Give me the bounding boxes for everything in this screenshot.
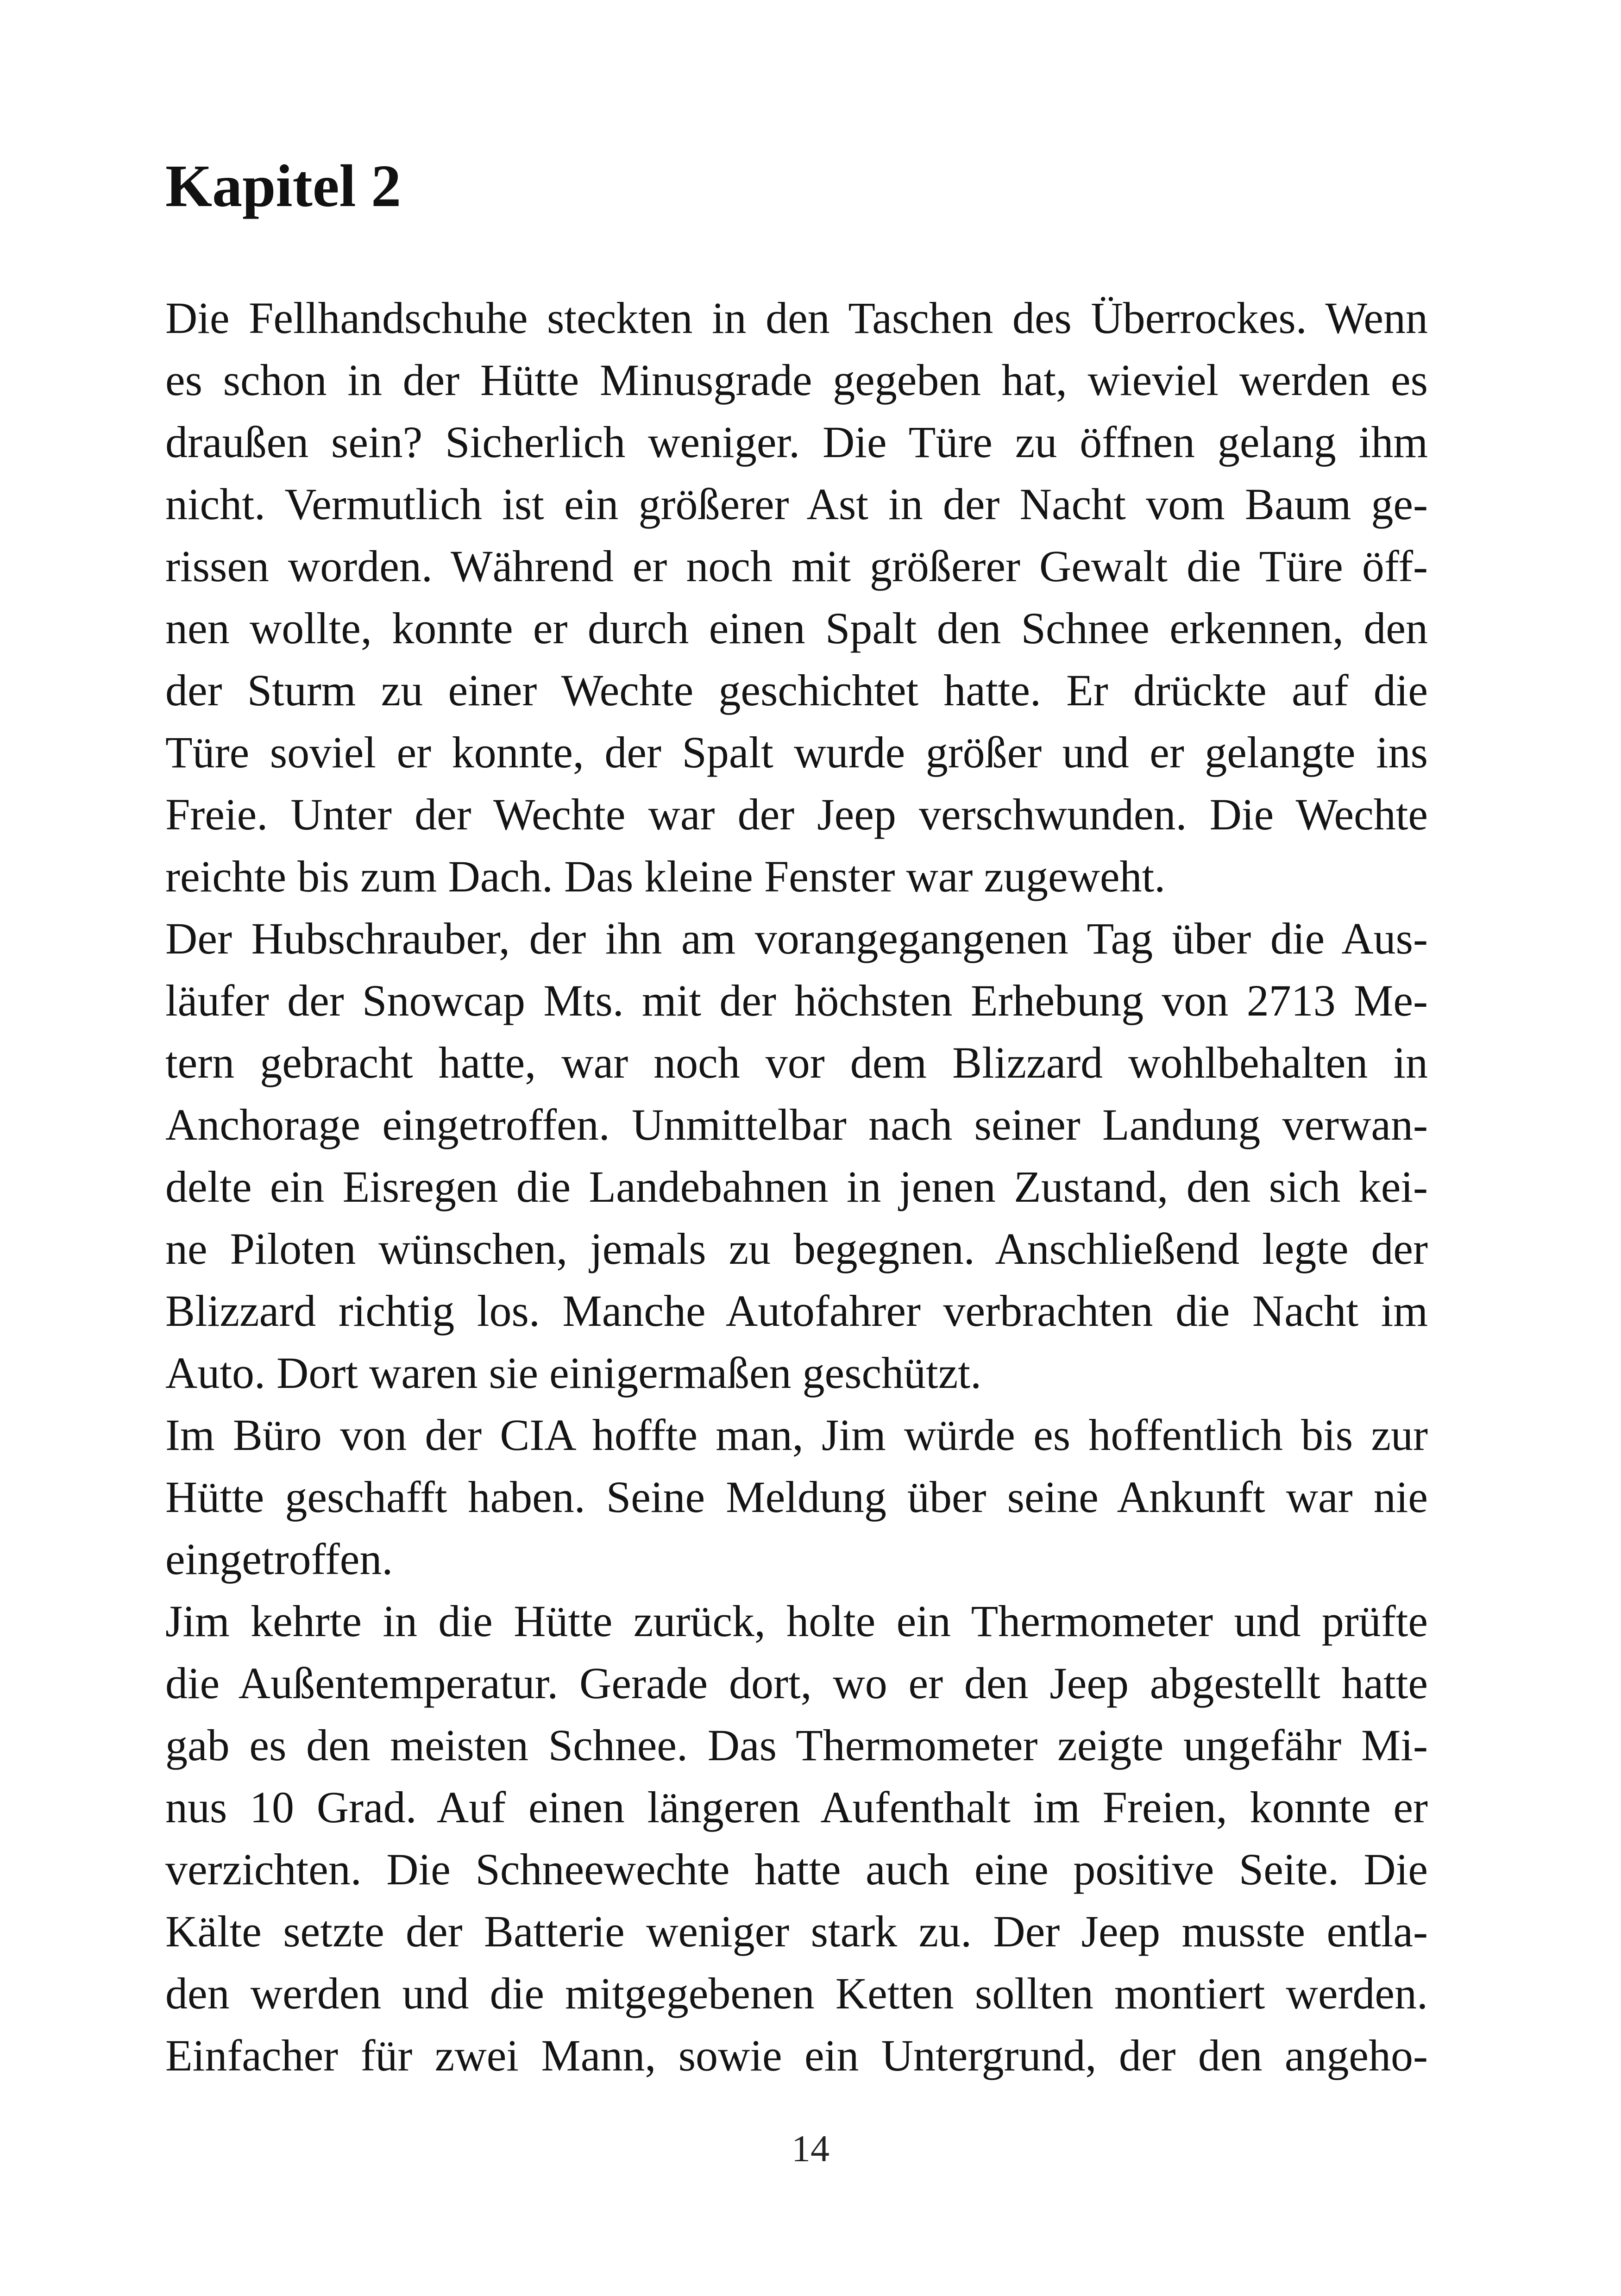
text-line: reichte bis zum Dach. Das kleine Fenster war zugeweht. bbox=[165, 852, 1166, 901]
text-line: ne Piloten wünschen, jemals zu begegnen. Anschließend legte der bbox=[165, 1224, 1428, 1273]
text-line: tern gebracht hatte, war noch vor dem Blizzard wohlbehalten in bbox=[165, 1038, 1428, 1087]
text-line: nicht. Vermutlich ist ein größerer Ast in der Nacht vom Baum ge- bbox=[165, 479, 1428, 529]
text-line: Die Fellhandschuhe steckten in den Taschen des Überrockes. Wenn bbox=[165, 293, 1428, 343]
text-line: Der Hubschrauber, der ihn am vorangegangenen Tag über die Aus- bbox=[165, 914, 1428, 963]
text-line: draußen sein? Sicherlich weniger. Die Türe zu öffnen gelang ihm bbox=[165, 417, 1428, 467]
text-line: nen wollte, konnte er durch einen Spalt den Schnee erkennen, den bbox=[165, 603, 1428, 653]
text-line: Auto. Dort waren sie einigermaßen geschützt. bbox=[165, 1348, 982, 1398]
text-line: gab es den meisten Schnee. Das Thermometer zeigte ungefähr Mi- bbox=[165, 1720, 1428, 1770]
text-line: eingetroffen. bbox=[165, 1534, 393, 1584]
text-line: Hütte geschafft haben. Seine Meldung über seine Ankunft war nie bbox=[165, 1472, 1428, 1522]
text-line: Jim kehrte in die Hütte zurück, holte ein Thermometer und prüfte bbox=[165, 1596, 1428, 1646]
text-line: Anchorage eingetroffen. Unmittelbar nach seiner Landung verwan- bbox=[165, 1100, 1428, 1149]
text-line: Im Büro von der CIA hoffte man, Jim würde es hoffentlich bis zur bbox=[165, 1410, 1428, 1460]
text-line: Blizzard richtig los. Manche Autofahrer verbrachten die Nacht im bbox=[165, 1286, 1428, 1336]
text-line: der Sturm zu einer Wechte geschichtet hatte. Er drückte auf die bbox=[165, 665, 1428, 715]
text-line: den werden und die mitgegebenen Ketten sollten montiert werden. bbox=[165, 1969, 1428, 2018]
text-line: es schon in der Hütte Minusgrade gegeben hat, wieviel werden es bbox=[165, 355, 1428, 405]
text-line: verzichten. Die Schneewechte hatte auch eine positive Seite. Die bbox=[165, 1844, 1428, 1894]
text-line: Türe soviel er konnte, der Spalt wurde größer und er gelangte ins bbox=[165, 728, 1428, 777]
text-line: nus 10 Grad. Auf einen längeren Aufenthalt im Freien, konnte er bbox=[165, 1782, 1428, 1832]
page-number: 14 bbox=[792, 2127, 829, 2170]
body-text bbox=[165, 287, 1428, 2087]
chapter-title: Kapitel 2 bbox=[165, 153, 402, 220]
text-line: rissen worden. Während er noch mit größerer Gewalt die Türe öff- bbox=[165, 541, 1428, 591]
text-line: Einfacher für zwei Mann, sowie ein Untergrund, der den angeho- bbox=[165, 2031, 1428, 2080]
text-line: Kälte setzte der Batterie weniger stark zu. Der Jeep musste entla- bbox=[165, 1907, 1428, 1956]
text-line: läufer der Snowcap Mts. mit der höchsten Erhebung von 2713 Me- bbox=[165, 976, 1428, 1025]
text-line: delte ein Eisregen die Landebahnen in jenen Zustand, den sich kei- bbox=[165, 1162, 1428, 1211]
text-line: Freie. Unter der Wechte war der Jeep verschwunden. Die Wechte bbox=[165, 790, 1428, 839]
text-line: die Außentemperatur. Gerade dort, wo er den Jeep abgestellt hatte bbox=[165, 1658, 1428, 1708]
